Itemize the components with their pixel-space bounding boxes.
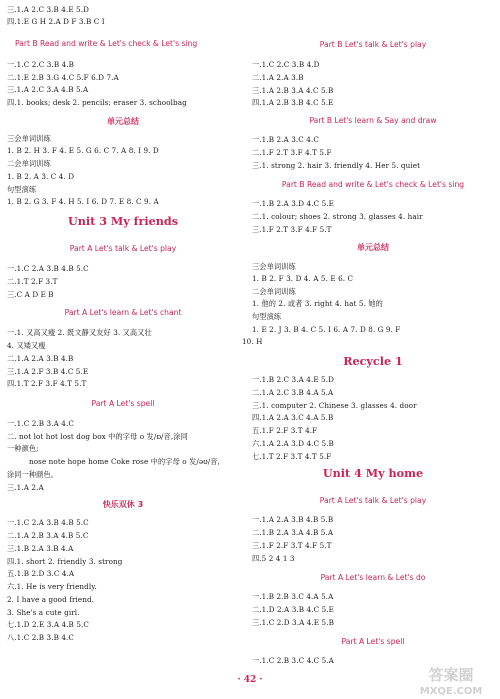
answer-line: 四.1. books; desk 2. pencils; eraser 3. schoolbag xyxy=(7,98,187,107)
answer-line: 二.1. colour; shoes 2. strong 3. glasses 4. hair xyxy=(252,212,423,221)
answer-line: 2. I have a good friend. xyxy=(7,595,95,604)
answer-line: 一.1.A 2.A 3.B 4.B 5.B xyxy=(252,515,334,524)
answer-line: 一.1.C 2.C 3.B 4.D xyxy=(252,60,320,69)
answer-line: 一.1.C 2.A 3.B 4.B 5.C xyxy=(7,264,89,273)
answer-line: 一.1.B 2.B 3.C 4.A 5.A xyxy=(252,592,334,601)
unit-heading: Recycle 1 xyxy=(343,354,403,368)
summary-heading: 单元总结 xyxy=(357,243,389,252)
answer-line: 三.1. strong 2. hair 3. friendly 4. Her 5. quiet xyxy=(252,161,421,170)
answer-line: 八.1.C 2.B 3.B 4.C xyxy=(7,633,75,642)
answer-line: 三.1.B 2.A 3.B 4.A xyxy=(7,544,74,553)
answer-line: 五.1.F 2.F 3.T 4.F xyxy=(252,426,318,435)
answer-line: 一.1.C 2.A 3.B 4.B 5.C xyxy=(7,518,89,527)
answer-line: 三会单词训练 xyxy=(252,262,296,271)
answer-line: 二会单词训练 xyxy=(252,287,296,296)
answer-line: 三.1.F 2.F 3.T 4.F 5.T xyxy=(252,541,332,550)
answer-line: 二. not lot hot lost dog box 中的字母 o 发/ɒ/音,涂同 xyxy=(7,432,188,441)
answer-line: 三.1.A 2.C 3.B 4.E 5.D xyxy=(7,5,89,14)
unit-heading: Unit 4 My home xyxy=(322,466,424,480)
answer-line: 二.1.T 2.F 3.T xyxy=(7,277,58,286)
svg-text:MXQE.COM: MXQE.COM xyxy=(419,686,483,697)
answer-line: 一.1.C 2.C 3.B 4.B xyxy=(7,60,75,69)
answer-line: 二.1.F 2.T 3.F 4.T 5.F xyxy=(252,148,332,157)
answer-line: 三.1.C 2.D 3.A 4.E 5.B xyxy=(252,618,334,627)
answer-line: 一.1. 又高又瘦 2. 既文静又友好 3. 又高又壮 xyxy=(7,328,152,337)
answer-line: 1. 他的 2. 或者 3. right 4. hat 5. 她的 xyxy=(252,299,383,308)
section-heading: Part A Let's learn & Let's chant xyxy=(64,308,182,317)
answer-line: 三.C A D E B xyxy=(7,290,54,299)
unit-heading: Unit 3 My friends xyxy=(68,214,178,228)
answer-line: 句型演练 xyxy=(7,185,37,194)
section-heading: Part B Let's talk & Let's play xyxy=(319,40,427,49)
answer-line: nose note hope home Coke rose 中的字母 o 发/əʊ/音, xyxy=(29,457,220,466)
summary-heading: 单元总结 xyxy=(107,117,139,126)
answer-line: 3. She's a cute girl. xyxy=(7,608,80,617)
answer-line: 三会单词训练 xyxy=(7,134,51,143)
answer-line: 1. B 2. A 3. C 4. D xyxy=(7,172,75,181)
answer-line: 一.1.C 2.B 3.A 4.C xyxy=(7,419,74,428)
answer-line: 一.1.B 2.A 3.C 4.C xyxy=(252,135,319,144)
answer-line: 四.1.E G H 2.A D F 3.B C I xyxy=(7,17,105,26)
answer-line: 二.1.A 2.B 3.A 4.B 5.C xyxy=(7,531,89,540)
answer-line: 三.1. computer 2. Chinese 3. glasses 4. door xyxy=(252,401,417,410)
answer-line: 二.1.B 2.A 3.A 4.B 5.A xyxy=(252,528,334,537)
section-heading: Part A Let's learn & Let's do xyxy=(320,573,426,582)
answer-line: 四.1.T 2.F 3.F 4.T 5.T xyxy=(7,379,87,388)
answer-line: 二.1.A 2.C 3.B 4.A 5.A xyxy=(252,388,334,397)
page-number: · 42 · xyxy=(237,675,263,685)
answer-line: 六.1.A 2.A 3.D 4.C 5.B xyxy=(252,439,334,448)
answer-line: 四.5 2 4 1 3 xyxy=(252,554,295,563)
answer-line: 七.1.D 2.E 3.A 4.B 5.C xyxy=(7,620,89,629)
section-heading: Part A Let's talk & Let's play xyxy=(319,496,427,505)
answer-line: 10. H xyxy=(242,337,263,346)
answer-line: 一.1.B 2.C 3.A 4.E 5.D xyxy=(252,375,334,384)
section-heading: Part B Read and write & Let's check & Let's sing xyxy=(281,180,465,189)
answer-line: 4. 又矮又瘦 xyxy=(7,341,46,350)
answer-line: 四.1.A 2.B 3.B 4.C 5.E xyxy=(252,98,334,107)
answer-line: 三.1.F 2.T 3.F 4.F 5.T xyxy=(252,225,332,234)
section-heading: Part B Let's learn & Say and draw xyxy=(309,116,437,125)
answer-line: 四.1. short 2. friendly 3. strong xyxy=(7,557,123,566)
answer-line: 一.1.B 2.A 3.D 4.C 5.E xyxy=(252,199,334,208)
answer-line: 二.1.E 2.B 3.G 4.C 5.F 6.D 7.A xyxy=(7,73,119,82)
section-heading: Part A Let's spell xyxy=(91,399,155,408)
answer-line: 三.1.A 2.F 3.B 4.C 5.E xyxy=(7,367,89,376)
answer-line: 句型演练 xyxy=(252,312,282,321)
answer-line: 三.1.A 2.B 3.A 4.C 5.B xyxy=(252,86,334,95)
answer-line: 一种颜色; xyxy=(7,444,39,453)
answer-line: 1. B 2. H 3. F 4. E 5. G 6. C 7. A 8. I 9. D xyxy=(7,146,159,155)
section-heading: Part A Let's spell xyxy=(341,637,405,646)
answer-line: 1. B 2. F 3. D 4. A 5. E 6. C xyxy=(252,274,354,283)
answer-line: 涂同一种颜色。 xyxy=(7,470,59,479)
answer-line: 七.1.T 2.F 3.T 4.T 5.F xyxy=(252,452,332,461)
answer-line: 二.1.A 2.A 3.B xyxy=(252,73,304,82)
answer-line: 四.1.A 2.A 3.C 4.A 5.B xyxy=(252,413,334,422)
watermark-logo xyxy=(404,664,498,698)
answer-line: 二.1.A 2.A 3.B 4.B xyxy=(7,354,74,363)
section-heading: Part A Let's talk & Let's play xyxy=(69,244,177,253)
answer-line: 1. E 2. J 3. B 4. C 5. I 6. A 7. D 8. G 9. F xyxy=(252,325,401,334)
answer-line: 一.1.C 2.B 3.C 4.C 5.A xyxy=(252,656,334,665)
answer-line: 1. B 2. G 3. F 4. H 5. I 6. D 7. E 8. C 9. A xyxy=(7,197,159,206)
svg-text:答案圈: 答案圈 xyxy=(428,666,474,684)
answer-line: 三.1.A 2.C 3.A 4.B 5.A xyxy=(7,85,89,94)
weekend-heading: 快乐双休 3 xyxy=(102,500,144,509)
answer-line: 三.1.A 2.A xyxy=(7,483,44,492)
answer-line: 二会单词训练 xyxy=(7,159,51,168)
section-heading: Part B Read and write & Let's check & Let's sing xyxy=(15,39,198,48)
answer-line: 六.1. He is very friendly. xyxy=(7,582,97,591)
answer-line: 二.1.D 2.A 3.B 4.C 5.E xyxy=(252,605,334,614)
answer-line: 五.1.B 2.D 3.C 4.A xyxy=(7,569,75,578)
